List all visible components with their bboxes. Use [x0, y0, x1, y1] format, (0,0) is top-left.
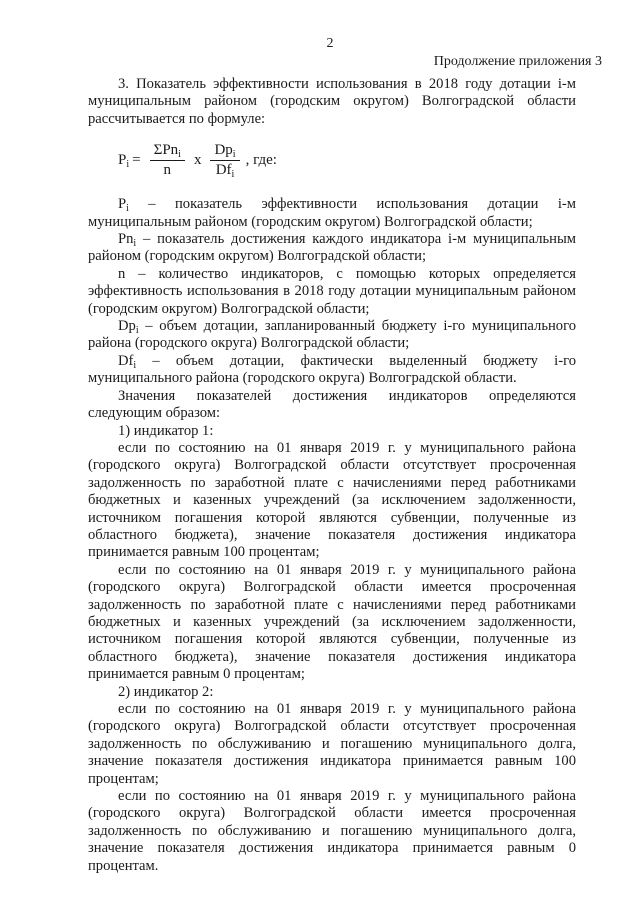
definition-item: $P_i$ – показатель эффективности использования дотации i-м муниципальным районом (городским округом) Волгоградской области;: [88, 196, 576, 230]
definition-item: n – количество индикаторов, с помощью которых определяется эффективность использования в 2018 году дотации муниципальным районом (городским округом) Волгоградской области;: [88, 265, 576, 317]
indicator-1-case-present: если по состоянию на 01 января 2019 г. у муниципального района (городского округа) Волгоградской области имеется просроченная задолженность по заработной плате с начислениями перед работниками бюджетных и казенных учреждений (за исключением задолженности, источником погашения которой являются субвенции, полученные из областного бюджета), значение показателя достижения индикатора принимается равным 0 процентам;: [88, 561, 576, 683]
indicator-2-case-present: если по состоянию на 01 января 2019 г. у муниципального района (городского округа) Волгоградской области имеется просроченная задолженность по обслуживанию и погашению муниципального долга, значение показателя достижения индикатора принимается равным 0 процентам.: [88, 788, 576, 874]
page-number: 2: [326, 36, 334, 51]
fraction-1-numerator: ΣPn$_i$: [150, 142, 185, 161]
formula-lhs: $P_i$: [118, 151, 130, 170]
definition-item: $Pn_i$ – показатель достижения каждого индикатора i-м муниципальным районом (городским округом) Волгоградской области;: [88, 231, 576, 265]
fraction-2-numerator: $Dp_i$: [210, 142, 239, 161]
fraction-2-denominator: $Df_i$: [215, 161, 235, 180]
fraction-1-denominator: n: [163, 161, 172, 178]
document-body: [88, 76, 576, 875]
indicator-2-label: 2) индикатор 2:: [118, 683, 214, 700]
continuation-note: Продолжение приложения 3: [433, 54, 602, 69]
intro-paragraph: 3. Показатель эффективности использования в 2018 году дотации i-м муниципальным районом (городским округом) Волгоградской области рассчитывается по формуле:: [88, 76, 576, 127]
definition-item: $Df_i$ – объем дотации, фактически выделенный бюджету i-го муниципального района (городского округа) Волгоградской области.: [88, 352, 576, 387]
indicator-1-case-absent: если по состоянию на 01 января 2019 г. у муниципального района (городского округа) Волгоградской области отсутствует просроченная задолженность по заработной плате с начислениями перед работниками бюджетных и казенных учреждений (за исключением задолженности, источником погашения которой являются субвенции, полученные из областного бюджета), значение показателя достижения индикатора принимается равным 100 процентам;: [88, 439, 576, 561]
values-intro: Значения показателей достижения индикаторов определяются следующим образом:: [88, 387, 576, 422]
formula-fraction-2: [210, 142, 239, 179]
formula-equals: =: [132, 151, 141, 168]
formula-times: x: [193, 151, 202, 168]
efficiency-formula: [118, 136, 576, 184]
formula-fraction-1: [150, 142, 185, 179]
definition-item: $Dp_i$ – объем дотации, запланированный бюджету i-го муниципального района (городского округа) Волгоградской области;: [88, 318, 576, 352]
formula-suffix: , где:: [245, 151, 277, 168]
indicator-1-label: 1) индикатор 1:: [118, 422, 214, 439]
indicator-2-case-absent: если по состоянию на 01 января 2019 г. у муниципального района (городского округа) Волгоградской области отсутствует просроченная задолженность по обслуживанию и погашению муниципального долга, значение показателя достижения индикатора принимается равным 100 процентам;: [88, 701, 576, 787]
